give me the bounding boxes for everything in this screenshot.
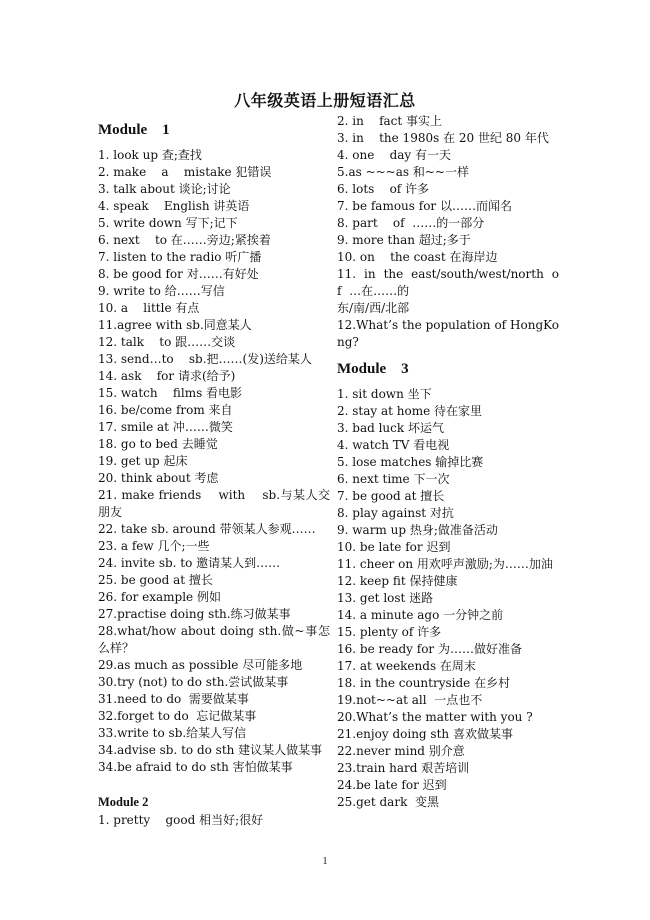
module2-phrase-list-continued [337,113,559,351]
phrase-item: 12. keep fit 保持健康 [337,574,458,588]
phrase-item: 15. plenty of 许多 [337,625,442,639]
phrase-item: 21.enjoy doing sth 喜欢做某事 [337,727,513,741]
phrase-item: 6. lots of 许多 [337,182,430,196]
phrase-item: 29.as much as possible 尽可能多地 [98,658,303,672]
phrase-item: 33.write to sb.给某人写信 [98,726,247,740]
phrase-item: 1. pretty good 相当好;很好 [98,813,264,827]
phrase-item: 27.practise doing sth.练习做某事 [98,607,291,621]
phrase-item: 6. next time 下一次 [337,472,450,486]
phrase-item: 26. for example 例如 [98,590,221,604]
phrase-item: 10. be late for 迟到 [337,540,451,554]
module1-heading: Module 1 [98,122,170,138]
phrase-item: 22.never mind 别介意 [337,744,465,758]
phrase-item: 4. speak English 讲英语 [98,199,250,213]
module3-heading: Module 3 [337,361,409,377]
phrase-item: 13. send…to sb.把……(发)送给某人 [98,352,312,366]
phrase-item: 5. write down 写下;记下 [98,216,238,230]
phrase-item: 4. watch TV 看电视 [337,438,450,452]
phrase-item: 11. cheer on 用欢呼声激励;为……加油 [337,557,553,571]
phrase-item: 21. make friends with sb.与某人交朋友 [98,488,330,519]
page-title: 八年级英语上册短语汇总 [234,91,416,110]
phrase-item: 10. on the coast 在海岸边 [337,250,498,264]
module3-phrase-list [337,386,559,811]
phrase-item: 19.not~~at all 一点也不 [337,693,483,707]
phrase-item: 7. listen to the radio 听广播 [98,250,262,264]
phrase-item: 5. lose matches 输掉比赛 [337,455,484,469]
phrase-item: 30.try (not) to do sth.尝试做某事 [98,675,289,689]
phrase-item: 34.advise sb. to do sth 建议某人做某事 [98,743,323,757]
phrase-item: 18. go to bed 去睡觉 [98,437,218,451]
phrase-item: 23.train hard 艰苦培训 [337,761,470,775]
phrase-item: 18. in the countryside 在乡村 [337,676,511,690]
phrase-item: 17. smile at 冲……微笑 [98,420,233,434]
phrase-item: 2. stay at home 待在家里 [337,404,483,418]
phrase-item: 24.be late for 迟到 [337,778,447,792]
phrase-item: 6. next to 在……旁边;紧挨着 [98,233,271,247]
phrase-item: 15. watch films 看电影 [98,386,243,400]
phrase-item: 19. get up 起床 [98,454,188,468]
phrase-item: 24. invite sb. to 邀请某人到…… [98,556,281,570]
phrase-item: 7. be good at 擅长 [337,489,445,503]
phrase-item: 东/南/西/北部 [337,301,410,315]
phrase-item: 1. look up 查;查找 [98,148,202,162]
phrase-item: 12. talk to 跟……交谈 [98,335,236,349]
phrase-item: 11.agree with sb.同意某人 [98,318,252,332]
phrase-item: 14. a minute ago 一分钟之前 [337,608,504,622]
phrase-item: 8. part of ……的一部分 [337,216,485,230]
phrase-item: 3. bad luck 坏运气 [337,421,444,435]
phrase-item: 2. make a mistake 犯错误 [98,165,272,179]
phrase-item: 3. talk about 谈论;讨论 [98,182,231,196]
phrase-item: 22. take sb. around 带领某人参观…… [98,522,316,536]
phrase-item: 16. be/come from 来自 [98,403,233,417]
phrase-item: 8. be good for 对……有好处 [98,267,259,281]
page-number: 1 [322,856,328,867]
phrase-item: 9. warm up 热身;做准备活动 [337,523,498,537]
phrase-item: 5.as ~~~as 和~~一样 [337,165,469,179]
phrase-item: 2. in fact 事实上 [337,114,443,128]
phrase-item: 20.What’s the matter with you ? [337,710,533,724]
phrase-item: 10. a little 有点 [98,301,200,315]
phrase-item: 4. one day 有一天 [337,148,452,162]
phrase-item: 31.need to do 需要做某事 [98,692,249,706]
phrase-item: 9. write to 给……写信 [98,284,225,298]
phrase-item: 12.What’s the population of HongKong? [337,318,559,349]
phrase-item: 14. ask for 请求(给予) [98,369,236,383]
phrase-item: 34.be afraid to do sth 害怕做某事 [98,760,293,774]
phrase-item: 13. get lost 迷路 [337,591,434,605]
phrase-item: 23. a few 几个;一些 [98,539,210,553]
phrase-item: 11. in the east/south/west/north of …在……的 [337,267,559,298]
phrase-item: 17. at weekends 在周末 [337,659,476,673]
phrase-item: 25.get dark 变黑 [337,795,439,809]
phrase-item: 28.what/how about doing sth.做~事怎么样？ [98,624,330,655]
phrase-item: 1. sit down 坐下 [337,387,432,401]
phrase-item: 3. in the 1980s 在 20 世纪 80 年代 [337,131,549,145]
phrase-item: 25. be good at 擅长 [98,573,213,587]
module2-heading: Module 2 [98,795,149,809]
phrase-item: 20. think about 考虑 [98,471,219,485]
module1-phrase-list [98,147,330,776]
phrase-item: 16. be ready for 为……做好准备 [337,642,522,656]
phrase-item: 9. more than 超过;多于 [337,233,471,247]
phrase-item: 8. play against 对抗 [337,506,454,520]
phrase-item: 32.forget to do 忘记做某事 [98,709,257,723]
module2-phrase-list-start [98,812,330,829]
phrase-item: 7. be famous for 以……而闻名 [337,199,512,213]
